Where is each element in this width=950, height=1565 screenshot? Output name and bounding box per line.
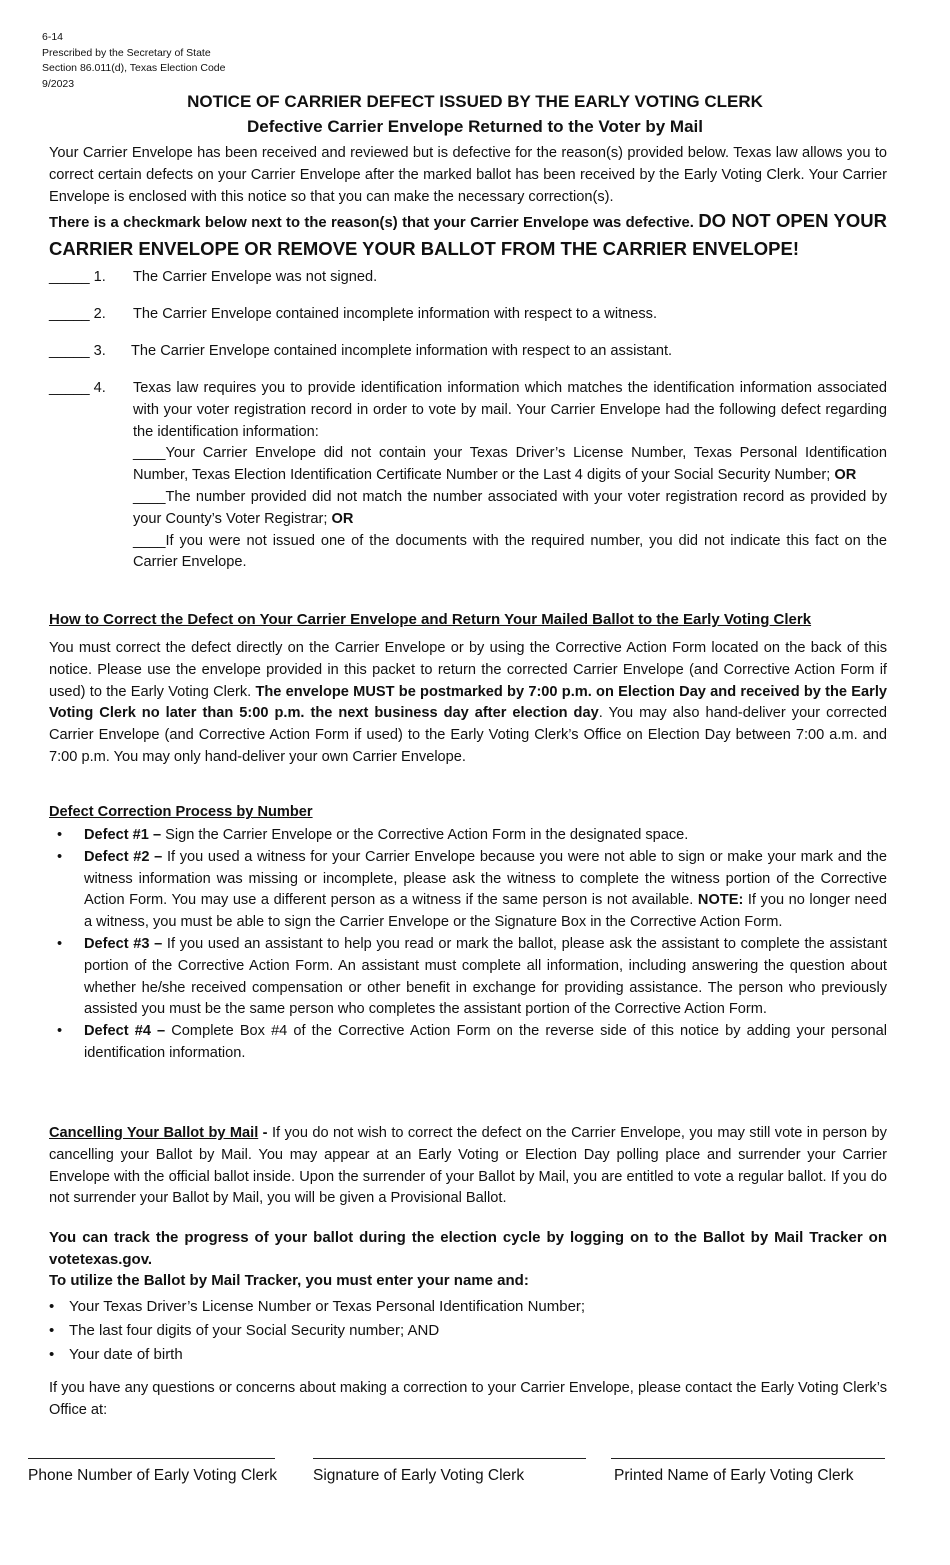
id-subitem-conj: OR (834, 467, 857, 484)
id-subitem-blank[interactable]: ____ (133, 445, 166, 462)
bullet-icon: • (57, 1023, 63, 1040)
defect-instruction: If you used an assistant to help you read or mark the ballot, please ask the assistant to complete the assistant portion of the Corrective Action Form. An assistant must complete all information, including answering the question about whether he/she received compensation or other benefit in exchange for providing assistance. The person who previously assisted you must be the same person who completes the assistant portion of the Corrective Action Form. (84, 935, 887, 1018)
list-item (49, 825, 887, 847)
bullet-icon: • (49, 1321, 55, 1339)
defect-instruction: Complete Box #4 of the Corrective Action Form on the reverse side of this notice by adding your personal identification information. (84, 1023, 887, 1061)
correction-process-heading: Defect Correction Process by Number (49, 804, 313, 820)
defect-checkbox-2[interactable]: _____ 2. (49, 306, 106, 322)
printed-name-label: Printed Name of Early Voting Clerk (614, 1467, 854, 1484)
do-not-open-warning: DO NOT OPEN YOUR CARRIER ENVELOPE OR REMOVE YOUR BALLOT FROM THE CARRIER ENVELOPE! (49, 210, 887, 259)
bullet-icon: • (49, 1345, 55, 1363)
id-requirement-text: Texas law requires you to provide identification information which matches the identification information associated with your voter registration record in order to vote by mail. Your Carrier Envelope had the following defect regarding the identification information: (133, 380, 887, 440)
cancel-ballot-paragraph (49, 1123, 887, 1210)
defect-label: Defect #1 – (84, 827, 162, 843)
id-subitem-3 (133, 531, 887, 575)
postmark-deadline: The envelope MUST be postmarked by 7:00 p.m. on Election Day and received by the Early Voting Clerk no later than 5:00 p.m. the next business day after election day (49, 683, 888, 722)
id-subitem-blank[interactable]: ____ (133, 488, 166, 505)
defect-text-3: The Carrier Envelope contained incomplete information with respect to an assistant. (131, 343, 673, 359)
id-subitem-conj: OR (331, 510, 354, 527)
questions-paragraph: If you have any questions or concerns about making a correction to your Carrier Envelope, please contact the Early Voting Clerk’s Office at: (49, 1380, 887, 1418)
id-subitem-blank[interactable]: ____ (133, 532, 166, 549)
clerk-signature-line[interactable] (313, 1458, 586, 1459)
prescribed-by: Prescribed by the Secretary of State (42, 46, 211, 59)
form-date: 9/2023 (42, 77, 75, 90)
bullet-icon: • (57, 848, 63, 865)
cancel-text: If you do not wish to correct the defect on the Carrier Envelope, you may still vote in person by cancelling your Ballot by Mail. You may appear at an Early Voting or Election Day polling place and surrender your Carrier Envelope with the official ballot inside. Upon the surrender of your Ballot by Mail, you are entitled to vote a regular ballot. If you do not surrender your Ballot by Mail, you will be given a Provisional Ballot. (49, 1125, 887, 1207)
defect-label: Defect #2 – (84, 848, 163, 865)
correction-list (49, 825, 887, 1065)
defect-text-4 (133, 378, 887, 574)
cancel-sep: - (258, 1125, 272, 1141)
defect-text-2: The Carrier Envelope contained incomplete information with respect to a witness. (133, 306, 658, 322)
id-subitem-1 (133, 443, 887, 487)
list-item (49, 1295, 887, 1319)
notice-subtitle: Defective Carrier Envelope Returned to the Voter by Mail (247, 117, 703, 136)
phone-signature-line[interactable] (28, 1458, 275, 1459)
id-subitem-2 (133, 487, 887, 531)
tracker-list (49, 1295, 887, 1366)
note-text: If you no longer need a witness, you must be able to sign the Carrier Envelope or the Signature Box in the Corrective Action Form. (84, 892, 887, 931)
defect-instruction: If you used a witness for your Carrier Envelope because you were not able to sign or make your mark and the witness information was missing or incomplete, please ask the witness to complete the witness portion of the Corrective Action Form. You may use a different person as a witness if the same person is not available. (84, 848, 887, 909)
intro-paragraph: Your Carrier Envelope has been received and reviewed but is defective for the reason(s) provided below. Texas law allows you to correct certain defects on your Carrier Envelope after the marked ballot has been received by the Early Voting Clerk. Your Carrier Envelope is enclosed with this notice so that you can make the necessary correction(s). (49, 145, 887, 205)
how-to-correct-paragraph (49, 638, 887, 769)
cancel-heading: Cancelling Your Ballot by Mail (49, 1125, 259, 1141)
id-subitem-text: If you were not issued one of the documents with the required number, you did not indicate this fact on the Carrier Envelope. (133, 532, 887, 571)
defect-label: Defect #3 – (84, 935, 163, 952)
defect-label: Defect #4 – (84, 1023, 166, 1040)
tracker-requirements-heading: To utilize the Ballot by Mail Tracker, you must enter your name and: (49, 1272, 529, 1289)
list-item (49, 934, 887, 1021)
defect-checkbox-3[interactable]: _____ 3. (49, 343, 106, 359)
bullet-icon: • (57, 827, 63, 843)
phone-label: Phone Number of Early Voting Clerk (28, 1467, 277, 1484)
signature-label: Signature of Early Voting Clerk (313, 1467, 525, 1484)
form-header (42, 30, 225, 92)
code-section: Section 86.011(d), Texas Election Code (42, 62, 226, 74)
how-to-correct-heading: How to Correct the Defect on Your Carrier Envelope and Return Your Mailed Ballot to the Early Voting Clerk (49, 611, 812, 628)
checkmark-note (49, 208, 887, 264)
tracker-item: Your Texas Driver’s License Number or Texas Personal Identification Number; (69, 1298, 586, 1315)
note-label: NOTE: (697, 892, 744, 909)
bullet-icon: • (57, 935, 63, 952)
form-number: 6-14 (42, 31, 64, 43)
checkmark-instruction: There is a checkmark below next to the reason(s) that your Carrier Envelope was defective. (49, 215, 694, 231)
id-subitem-text: Your Carrier Envelope did not contain your Texas Driver’s License Number, Texas Personal Identification Number, Texas Election Identification Certificate Number or the Last 4 digits of your Social Security Number; (133, 445, 887, 484)
how-to-text: You must correct the defect directly on the Carrier Envelope or by using the Corrective Action Form located on the back of this notice. Please use the envelope provided in this packet to return the corrected Carrier Envelope (and Corrective Action Form if used) to the Early Voting Clerk. (49, 640, 887, 700)
list-item (49, 1319, 887, 1343)
printed-name-line[interactable] (611, 1458, 885, 1459)
list-item (49, 847, 887, 934)
id-subitem-text: The number provided did not match the number associated with your voter registration record as provided by your County’s Voter Registrar; (133, 488, 887, 527)
bullet-icon: • (49, 1298, 55, 1315)
list-item (49, 1343, 887, 1367)
hand-deliver-text: . You may also hand-deliver your corrected Carrier Envelope (and Corrective Action Form if used) to the Early Voting Clerk’s Office on Election Day between 7:00 a.m. and 7:00 p.m. You may only hand-deliver your own Carrier Envelope. (49, 705, 887, 765)
tracker-item: The last four digits of your Social Security number; AND (69, 1321, 440, 1339)
defect-instruction: Sign the Carrier Envelope or the Corrective Action Form in the designated space. (165, 827, 689, 843)
defect-text-1: The Carrier Envelope was not signed. (133, 269, 378, 285)
tracker-paragraph: You can track the progress of your ballot during the election cycle by logging on to the Ballot by Mail Tracker on votetexas.gov. (49, 1229, 887, 1268)
list-item (49, 1021, 887, 1065)
tracker-item: Your date of birth (69, 1345, 183, 1363)
defect-checkbox-1[interactable]: _____ 1. (49, 269, 106, 285)
defect-checkbox-4[interactable]: _____ 4. (49, 380, 106, 396)
notice-title: NOTICE OF CARRIER DEFECT ISSUED BY THE EARLY VOTING CLERK (187, 92, 763, 111)
